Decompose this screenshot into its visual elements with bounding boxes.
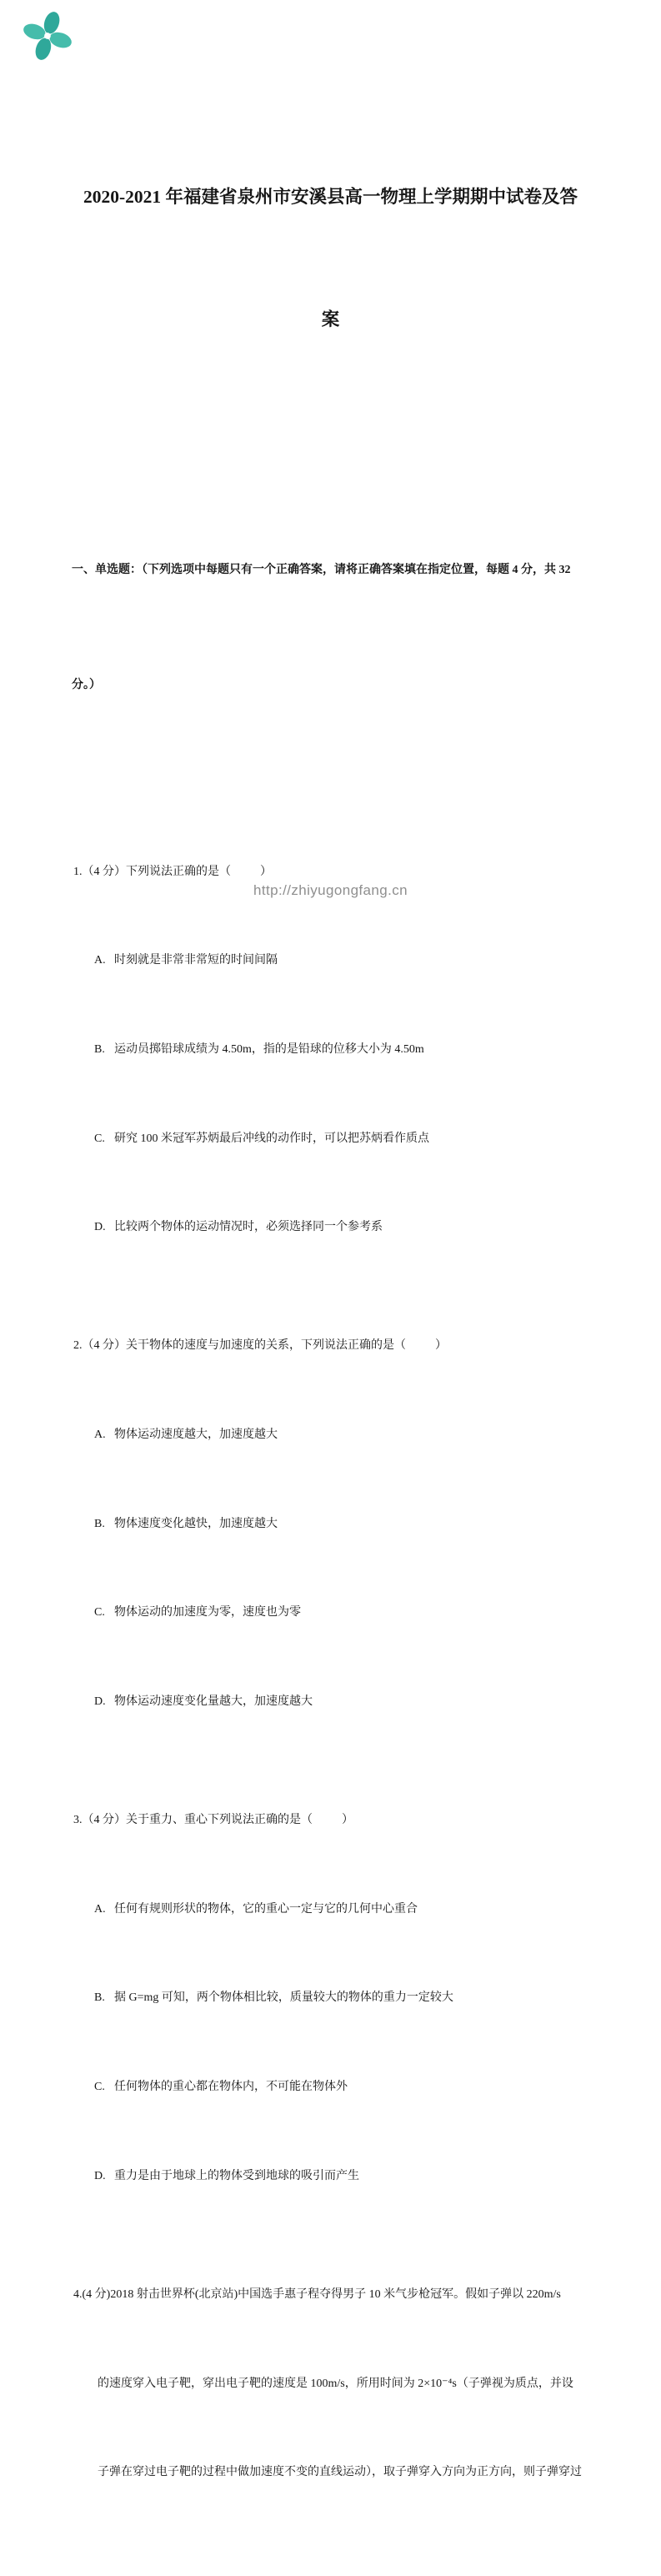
option-label: B. bbox=[94, 1991, 105, 2005]
question-2-option-c bbox=[73, 1598, 598, 1628]
question-1-option-d bbox=[73, 1213, 598, 1243]
option-label: D. bbox=[94, 1221, 106, 1234]
option-text: 运动员掷铅球成绩为 4.50m，指的是铅球的位移大小为 4.50m bbox=[114, 1042, 424, 1056]
question-3-option-c bbox=[73, 2072, 598, 2102]
question-3-option-d bbox=[73, 2162, 598, 2192]
question-1-option-b bbox=[73, 1035, 598, 1065]
option-text: 物体运动速度变化量越大，加速度越大 bbox=[114, 1695, 313, 1708]
option-label: B. bbox=[94, 1517, 105, 1530]
question-2-option-a bbox=[73, 1420, 598, 1450]
option-label: A. bbox=[94, 1429, 106, 1442]
question-1-stem: 1.（4 分）下列说法正确的是（ ） bbox=[73, 865, 272, 878]
option-text: 据 G=mg 可知，两个物体相比较，质量较大的物体的重力一定较大 bbox=[114, 1991, 453, 2005]
option-text: 时刻就是非常非常短的时间间隔 bbox=[114, 954, 278, 967]
section-heading bbox=[72, 475, 598, 781]
question-3-stem: 3.（4 分）关于重力、重心下列说法正确的是（ ） bbox=[73, 1814, 353, 1827]
option-label: D. bbox=[94, 2169, 106, 2182]
question-1-option-c bbox=[73, 1124, 598, 1154]
question-1-option-a bbox=[73, 946, 598, 976]
question-2-stem: 2.（4 分）关干物体的速度与加速度的关系，下列说法正确的是（ ） bbox=[73, 1339, 447, 1353]
question-list bbox=[73, 768, 598, 2576]
option-text: 物体速度变化越快，加速度越大 bbox=[114, 1517, 278, 1530]
question-4-stem-line1: 4.(4 分)2018 射击世界杯(北京站)中国选手惠子程夺得男子 10 米气步枪冠军。假如子弹以 220m/s bbox=[73, 2287, 561, 2301]
option-label: B. bbox=[94, 1042, 105, 1056]
option-text: 物体运动的加速度为零，速度也为零 bbox=[114, 1606, 301, 1619]
section-heading-line1: 一、单选题：（下列选项中每题只有一个正确答案，请将正确答案填在指定位置，每题 4 分，共 32 bbox=[72, 564, 571, 576]
page-title-line1: 2020-2021 年福建省泉州市安溪县高一物理上学期期中试卷及答 bbox=[83, 187, 578, 207]
question-4-stem-line2: 的速度穿入电子靶，穿出电子靶的速度是 100m/s，所用时间为 2×10⁻⁴s（子弹视为质点，并设 bbox=[98, 2377, 573, 2390]
option-label: C. bbox=[94, 2081, 105, 2094]
option-label: C. bbox=[94, 1606, 105, 1619]
option-label: C. bbox=[94, 1132, 105, 1145]
page-title-line2: 案 bbox=[321, 309, 340, 329]
option-label: D. bbox=[94, 1695, 106, 1708]
option-label: A. bbox=[94, 1902, 106, 1916]
page-title bbox=[0, 0, 661, 422]
pinwheel-logo-icon bbox=[22, 10, 73, 62]
option-text: 研究 100 米冠军苏炳最后冲线的动作时，可以把苏炳看作质点 bbox=[114, 1132, 429, 1145]
option-text: 重力是由于地球上的物体受到地球的吸引而产生 bbox=[114, 2169, 359, 2182]
question-2-option-d bbox=[73, 1687, 598, 1717]
option-text: 任何物体的重心都在物体内，不可能在物体外 bbox=[114, 2081, 348, 2094]
question-3-option-a bbox=[73, 1895, 598, 1925]
footer-url: http://zhiyugongfang.cn bbox=[253, 882, 408, 898]
question-4-stem-line3: 子弹在穿过电子靶的过程中做加速度不变的直线运动），取子弹穿入方向为正方向，则子弹穿过 bbox=[98, 2466, 582, 2479]
section-heading-line2: 分。） bbox=[72, 679, 101, 691]
option-label: A. bbox=[94, 954, 106, 967]
question-2-option-b bbox=[73, 1509, 598, 1539]
option-text: 比较两个物体的运动情况时，必须选择同一个参考系 bbox=[114, 1221, 383, 1234]
question-3-option-b bbox=[73, 1983, 598, 2013]
option-text: 任何有规则形状的物体，它的重心一定与它的几何中心重合 bbox=[114, 1902, 418, 1916]
option-text: 物体运动速度越大，加速度越大 bbox=[114, 1429, 278, 1442]
